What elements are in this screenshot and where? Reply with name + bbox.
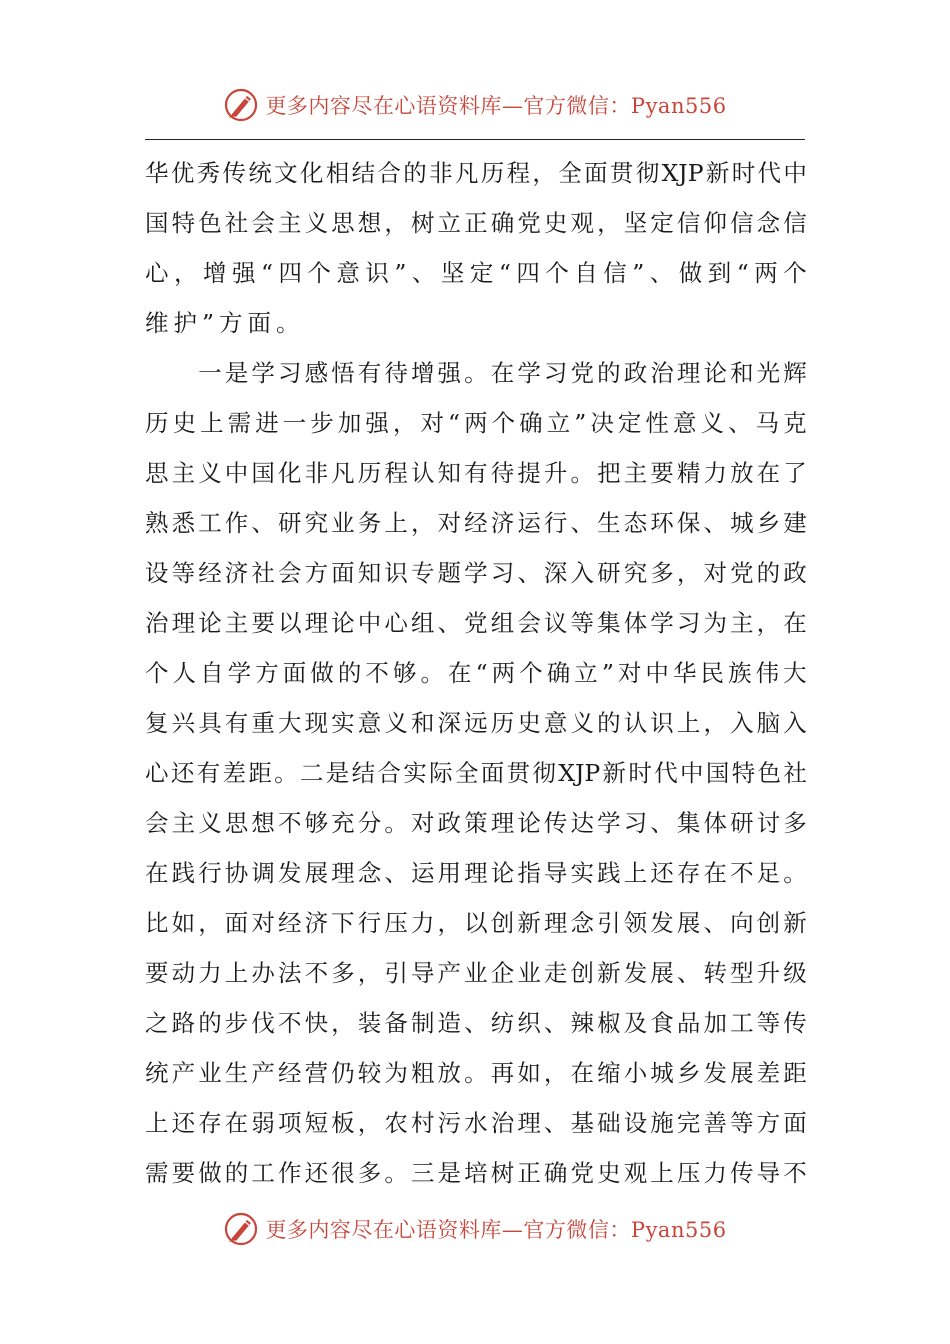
text-line: 个 人 自 学 方 面 做 的 不 够 。 在 “ 两 个 确 立 ” 对 中 华 民 族 伟 大 — [145, 659, 807, 687]
text-line: 复 兴 具 有 重 大 现 实 意 义 和 深 远 历 史 意 义 的 认 识 上 ， 入 脑 入 — [145, 709, 807, 737]
text-line: 要 动 力 上 办 法 不 多 ， 引 导 产 业 企 业 走 创 新 发 展 、 转 型 升 级 — [145, 959, 807, 987]
text-line: 华 优 秀 传 统 文 化 相 结 合 的 非 凡 历 程 ， 全 面 贯 彻 XJP 新 时 代 中 — [145, 159, 807, 187]
text-line: 一 是 学 习 感 悟 有 待 增 强 。 在 学 习 党 的 政 治 理 论 和 光 辉 — [198, 359, 807, 387]
text-line: 设 等 经 济 社 会 方 面 知 识 专 题 学 习 、 深 入 研 究 多 ， 对 党 的 政 — [145, 559, 807, 587]
text-line: 历 史 上 需 进 一 步 加 强 ， 对 “ 两 个 确 立 ” 决 定 性 意 义 、 马 克 — [145, 409, 807, 437]
text-line: 比 如 ， 面 对 经 济 下 行 压 力 ， 以 创 新 理 念 引 领 发 展 、 向 创 新 — [145, 909, 807, 937]
text-line: 治 理 论 主 要 以 理 论 中 心 组 、 党 组 会 议 等 集 体 学 习 为 主 ， 在 — [145, 609, 807, 637]
header-divider — [145, 139, 805, 140]
text-line: 维 护 ” 方 面 。 — [145, 309, 305, 337]
text-line: 熟 悉 工 作 、 研 究 业 务 上 ， 对 经 济 运 行 、 生 态 环 保 、 城 乡 建 — [145, 509, 807, 537]
text-line: 在 践 行 协 调 发 展 理 念 、 运 用 理 论 指 导 实 践 上 还 存 在 不 足 。 — [145, 859, 807, 887]
text-line: 上 还 存 在 弱 项 短 板 ， 农 村 污 水 治 理 、 基 础 设 施 完 善 等 方 面 — [145, 1109, 807, 1137]
pen-nib-logo-icon — [223, 1211, 259, 1247]
text-line: 心 还 有 差 距 。 二 是 结 合 实 际 全 面 贯 彻 XJP 新 时 代 中 国 特 色 社 — [145, 759, 807, 787]
text-line: 国 特 色 社 会 主 义 思 想 ， 树 立 正 确 党 史 观 ， 坚 定 信 仰 信 念 信 — [145, 209, 807, 237]
text-line: 统 产 业 生 产 经 营 仍 较 为 粗 放 。 再 如 ， 在 缩 小 城 乡 发 展 差 距 — [145, 1059, 807, 1087]
text-line: 思 主 义 中 国 化 非 凡 历 程 认 知 有 待 提 升 。 把 主 要 精 力 放 在 了 — [145, 459, 807, 487]
header-banner-text: 更多内容尽在心语资料库—官方微信：Pyan556 — [265, 94, 727, 118]
header-banner — [0, 80, 950, 130]
text-line: 需 要 做 的 工 作 还 很 多 。 三 是 培 树 正 确 党 史 观 上 压 力 传 导 不 — [145, 1159, 807, 1187]
footer-banner — [0, 1204, 950, 1254]
text-line: 心 ， 增 强 “ 四 个 意 识 ” 、 坚 定 “ 四 个 自 信 ” 、 做 到 “ 两 个 — [145, 259, 807, 287]
text-line: 会 主 义 思 想 不 够 充 分 。 对 政 策 理 论 传 达 学 习 、 集 体 研 讨 多 — [145, 809, 807, 837]
footer-banner-text: 更多内容尽在心语资料库—官方微信：Pyan556 — [265, 1218, 727, 1242]
text-line: 之 路 的 步 伐 不 快 ， 装 备 制 造 、 纺 织 、 辣 椒 及 食 品 加 工 等 传 — [145, 1009, 807, 1037]
pen-nib-logo-icon — [223, 87, 259, 123]
document-body — [145, 148, 807, 1198]
